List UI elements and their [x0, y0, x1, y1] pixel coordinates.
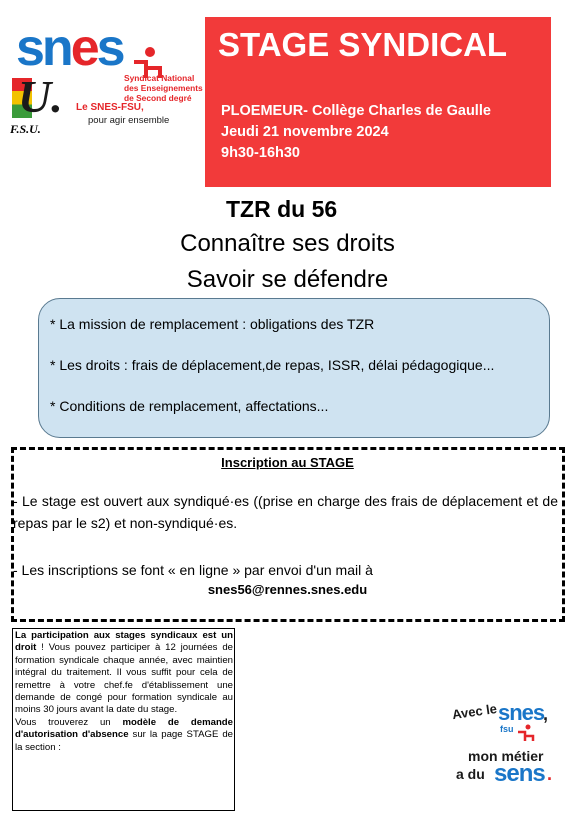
heading-line-1: Connaître ses droits: [180, 230, 395, 257]
logo-u-letter: U.: [18, 71, 63, 122]
inscription-email-link[interactable]: snes56@rennes.snes.edu: [207, 582, 368, 597]
stamp-snes: snes: [498, 700, 545, 725]
topic-item: * Conditions de remplacement, affectations...: [50, 398, 329, 414]
topic-item: * La mission de remplacement : obligations des TZR: [50, 316, 375, 332]
stamp-a-du: a du: [456, 766, 485, 782]
info-bold-2: modèle de demande d'autorisation d'absence: [15, 716, 234, 741]
logo-snes-word: [16, 20, 123, 76]
stamp-mon-metier: mon métier: [468, 748, 544, 764]
logo-synd-line: de Second degré: [124, 93, 192, 103]
banner-date: Jeudi 21 novembre 2024: [221, 124, 389, 140]
info-text-2a: Vous trouverez un: [15, 716, 123, 728]
snes-fsu-logo: [10, 19, 203, 136]
stamp-figure-icon: [516, 724, 536, 742]
stamp-comma: ,: [543, 704, 549, 724]
info-text-2b: sur la page STAGE de la section :: [15, 729, 234, 753]
logo-fsu: F.S.U.: [10, 122, 41, 136]
logo-synd-line: Syndicat National: [124, 73, 195, 83]
avec-le-snes-stamp: [450, 696, 560, 791]
logo-synd-line: des Enseignements: [124, 83, 203, 93]
logo-letter-n: n: [41, 19, 71, 77]
stamp-dot: .: [547, 764, 553, 784]
stamp-fsu: fsu: [500, 724, 514, 734]
banner-hours: 9h30-16h30: [221, 145, 300, 161]
logo-snes-fsu: Le SNES-FSU,: [76, 102, 144, 113]
inscription-title: Inscription au STAGE: [221, 455, 354, 470]
stamp-avec: Avec le: [451, 700, 498, 723]
logo-letter-s2: s: [96, 19, 123, 77]
banner-details: [221, 101, 491, 164]
logo-syndicat-name: [124, 73, 214, 103]
info-text-1: ! Vous pouvez participer à 12 journées de formation syndicale chaque année, avec maintien intégral du traitement. Il vous suffit pour cela de remettre à votre chef.fe d'établissement une demande de congé pour formation syndicale au moins 30 jours avant la date du stage.: [15, 642, 233, 716]
logo-letter-e: e: [70, 19, 97, 77]
heading-tzr: TZR du 56: [226, 196, 338, 222]
heading-line-2: Savoir se défendre: [186, 266, 389, 293]
logo-letter-s: s: [16, 19, 42, 77]
info-bold-1: La participation aux stages syndicaux est un droit: [15, 630, 233, 654]
info-text: [15, 630, 233, 754]
banner-title: STAGE SYNDICAL: [218, 26, 508, 63]
inscription-paragraph-1: - Le stage est ouvert aux syndiqué·es ((prise en charge des frais de déplacement et de repas par le s2) et non-syndiqué·es.: [13, 493, 558, 531]
logo-tagline: pour agir ensemble: [88, 115, 170, 126]
banner-place: PLOEMEUR- Collège Charles de Gaulle: [221, 103, 491, 119]
stamp-sens: sens: [494, 760, 545, 787]
topic-item: * Les droits : frais de déplacement,de repas, ISSR, délai pédagogique...: [50, 357, 495, 373]
inscription-paragraph-2: - Les inscriptions se font « en ligne » par envoi d'un mail à: [13, 562, 373, 578]
